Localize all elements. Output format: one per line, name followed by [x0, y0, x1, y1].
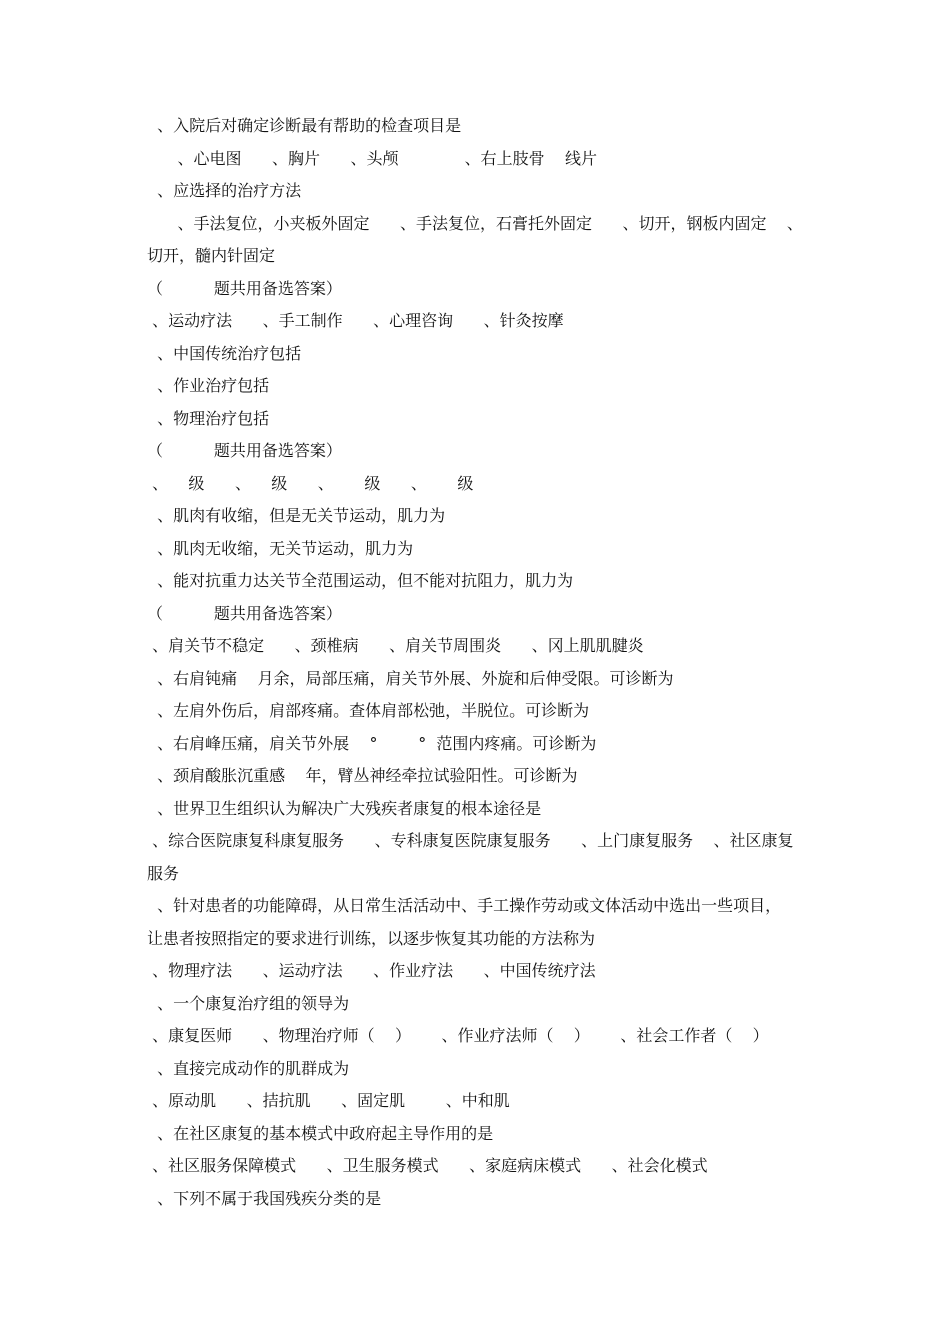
- text-line: 、心电图 、胸片 、头颅 、右上肢骨 线片: [147, 149, 598, 168]
- text-line: 、 级 、 级 、 级 、 级: [147, 474, 474, 493]
- text-line: 、右肩钝痛 月余，局部压痛，肩关节外展、外旋和后伸受限。可诊断为: [147, 669, 674, 688]
- text-line: 、康复医师 、物理治疗师（ ） 、作业疗法师（ ） 、社会工作者（ ）: [147, 1026, 769, 1045]
- text-line: 、世界卫生组织认为解决广大残疾者康复的根本途径是: [147, 799, 542, 818]
- text-line: 、作业治疗包括: [147, 376, 270, 395]
- text-line: 、中国传统治疗包括: [147, 344, 302, 363]
- text-line: 、应选择的治疗方法: [147, 181, 302, 200]
- text-line: 、右肩峰压痛，肩关节外展 ° ° 范围内疼痛。可诊断为: [147, 734, 597, 753]
- text-line: 、在社区康复的基本模式中政府起主导作用的是: [147, 1124, 494, 1143]
- text-line: 、直接完成动作的肌群成为: [147, 1059, 350, 1078]
- text-line: 、入院后对确定诊断最有帮助的检查项目是: [147, 116, 462, 135]
- text-line: 、手法复位，小夹板外固定 、手法复位，石膏托外固定 、切开，钢板内固定 、: [147, 214, 803, 233]
- text-line: 、肌肉有收缩，但是无关节运动，肌力为: [147, 506, 446, 525]
- text-line: 、运动疗法 、手工制作 、心理咨询 、针灸按摩: [147, 311, 564, 330]
- text-line: 、能对抗重力达关节全范围运动，但不能对抗阻力，肌力为: [147, 571, 574, 590]
- text-line: 切开，髓内针固定: [147, 246, 276, 265]
- text-line: （ 题共用备选答案）: [147, 279, 342, 298]
- text-line: 、左肩外伤后，肩部疼痛。查体肩部松弛，半脱位。可诊断为: [147, 701, 590, 720]
- text-line: 服务: [147, 864, 180, 883]
- text-line: 、颈肩酸胀沉重感 年，臂丛神经牵拉试验阳性。可诊断为: [147, 766, 578, 785]
- text-line: 、一个康复治疗组的领导为: [147, 994, 350, 1013]
- text-line: （ 题共用备选答案）: [147, 441, 342, 460]
- text-line: 、下列不属于我国残疾分类的是: [147, 1189, 382, 1208]
- text-line: （ 题共用备选答案）: [147, 604, 342, 623]
- text-line: 、原动肌 、拮抗肌 、固定肌 、中和肌: [147, 1091, 510, 1110]
- text-line: 让患者按照指定的要求进行训练，以逐步恢复其功能的方法称为: [147, 929, 596, 948]
- text-line: 、肩关节不稳定 、颈椎病 、肩关节周围炎 、冈上肌肌腱炎: [147, 636, 644, 655]
- text-line: 、针对患者的功能障碍，从日常生活活动中、手工操作劳动或文体活动中选出一些项目，: [147, 896, 782, 915]
- text-line: 、肌肉无收缩，无关节运动，肌力为: [147, 539, 414, 558]
- text-line: 、综合医院康复科康复服务 、专科康复医院康复服务 、上门康复服务 、社区康复: [147, 831, 794, 850]
- text-line: 、社区服务保障模式 、卫生服务模式 、家庭病床模式 、社会化模式: [147, 1156, 708, 1175]
- text-line: 、物理疗法 、运动疗法 、作业疗法 、中国传统疗法: [147, 961, 596, 980]
- text-line: 、物理治疗包括: [147, 409, 270, 428]
